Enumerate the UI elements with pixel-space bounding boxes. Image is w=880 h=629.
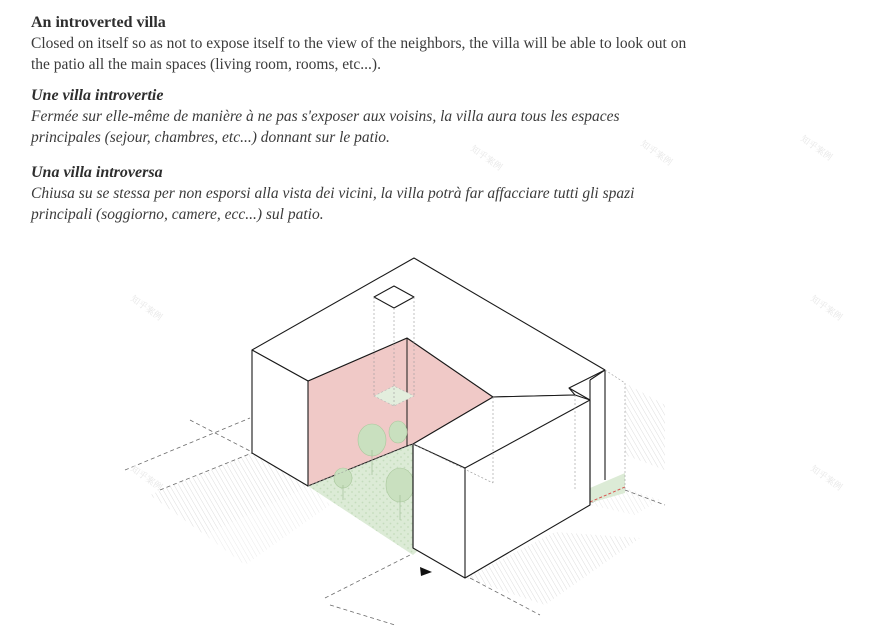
view-direction-arrow [420, 567, 432, 576]
svg-text:知乎案例: 知乎案例 [128, 464, 164, 494]
text-english: Closed on itself so as not to expose itself to the view of the neighbors, the villa will be able to look out on the patio all the main spaces (living room, rooms, etc...). [31, 35, 687, 73]
svg-text:知乎案例: 知乎案例 [808, 294, 844, 324]
svg-text:知乎案例: 知乎案例 [808, 464, 844, 494]
text-italian: Chiusa su se stessa per non esporsi alla vista dei vicini, la villa potrà far affacciare tutti gli spazi principali (soggiorno, camere, ecc...) sul patio. [31, 185, 635, 223]
heading-italian: Una villa introversa [31, 164, 163, 181]
svg-text:知乎案例: 知乎案例 [798, 134, 834, 164]
svg-text:知乎案例: 知乎案例 [128, 294, 164, 324]
heading-french: Une villa introvertie [31, 87, 164, 104]
svg-text:知乎案例: 知乎案例 [638, 139, 674, 169]
heading-english: An introverted villa [31, 14, 166, 31]
svg-text:知乎案例: 知乎案例 [468, 144, 504, 174]
text-french: Fermée sur elle-même de manière à ne pas s'exposer aux voisins, la villa aura tous les espaces principales (sejour, chambres, etc...) donnant sur le patio. [31, 108, 620, 146]
